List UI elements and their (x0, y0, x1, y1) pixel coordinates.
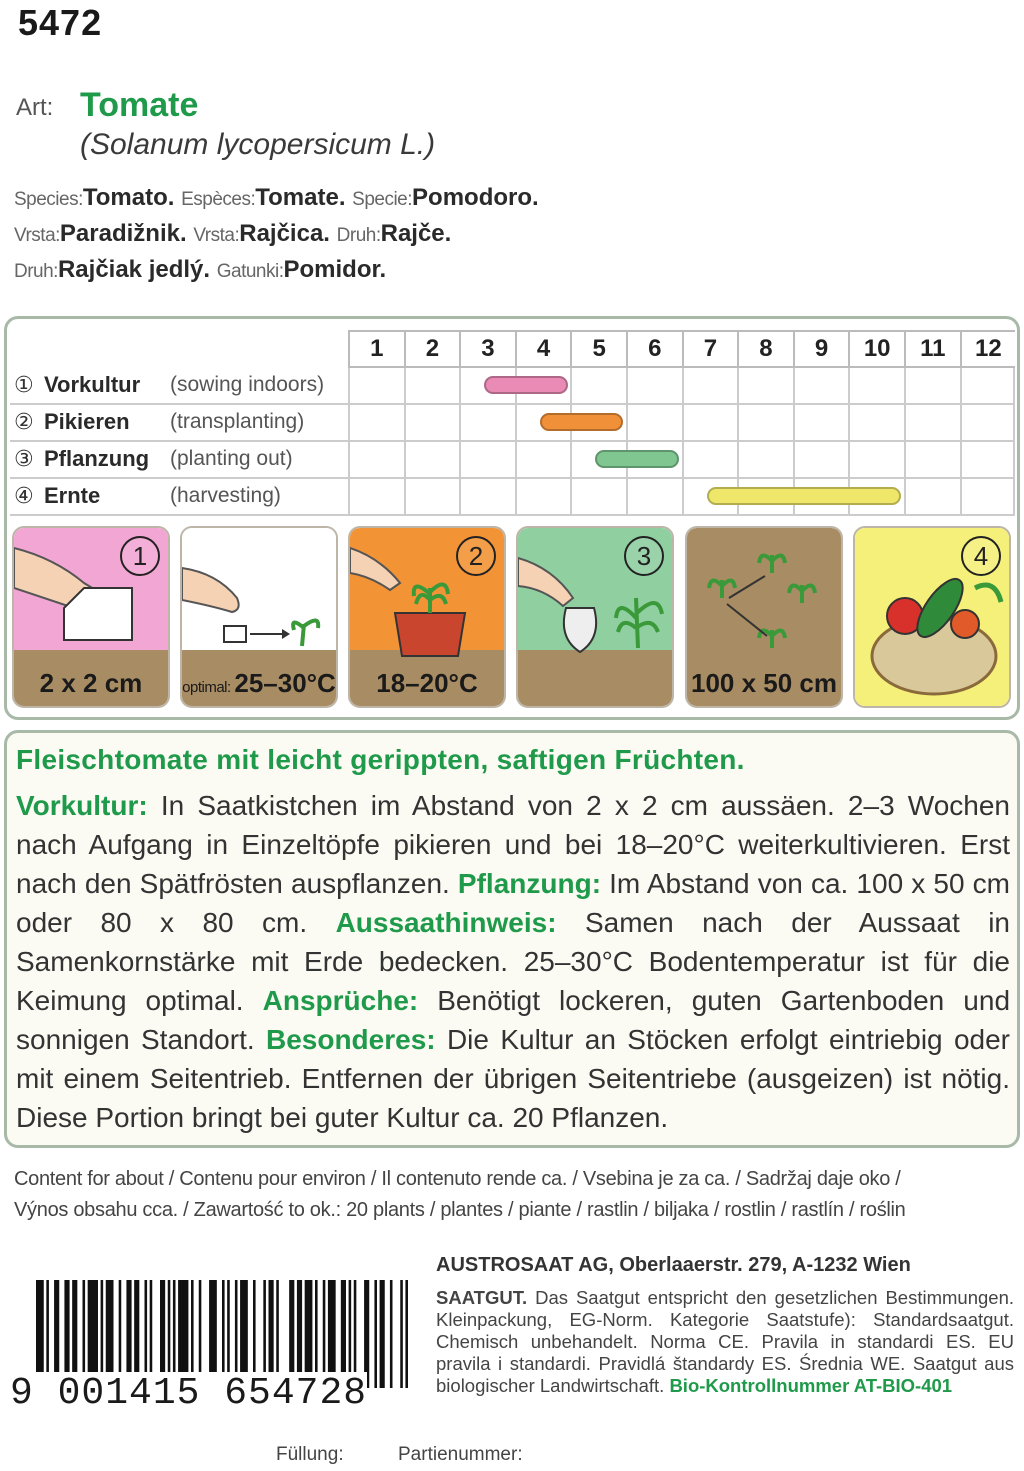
calendar-cell (348, 368, 404, 405)
species-line-3: Druh:Rajčiak jedlý. Gatunki:Pomidor. (14, 256, 387, 283)
calendar-bar-ernte (707, 487, 902, 505)
barcode-bar (390, 1280, 393, 1388)
calendar-row-de: Pflanzung (44, 446, 150, 471)
calendar-cell (904, 405, 960, 442)
tile-caption (182, 668, 336, 699)
calendar-cell (682, 405, 738, 442)
barcode-bar (374, 1280, 377, 1388)
calendar-cell (904, 479, 960, 516)
company-address: AUSTROSAAT AG, Oberlaaerstr. 279, A-1232 Wien (436, 1254, 911, 1276)
calendar-cell (960, 368, 1016, 405)
calendar-cell (404, 479, 460, 516)
calendar-month-header (348, 330, 1015, 368)
calendar-row-en: (transplanting) (170, 410, 305, 433)
tile-caption-text: 25–30°C (234, 668, 336, 698)
tile-step-5 (685, 526, 843, 708)
step-badge: 3 (624, 536, 664, 576)
calendar-cell (960, 479, 1016, 516)
calendar-row-num: ① (14, 372, 34, 397)
fuellung-label: Füllung: (276, 1444, 344, 1465)
legal-text: SAATGUT. Das Saatgut entspricht den gesetzlichen Bestimmungen. Kleinpackung, EG-Norm. Kategorie Saatstufe): Standardsaatgut. Chemisch unbehandelt. Norma CE. Pravila in standardi ES. EU pravila i standardi. Pravidlá štandardy ES. Średnia WE. Saatgut aus biologischer Landwirtschaft. Bio-Kontrollnummer AT-BIO-401 (436, 1287, 1014, 1396)
tile-step-6 (853, 526, 1011, 708)
calendar-cell (570, 479, 626, 516)
calendar-cell (793, 405, 849, 442)
calendar-month-4: 4 (515, 332, 571, 366)
calendar-cell (348, 479, 404, 516)
calendar-cell (404, 442, 460, 479)
calendar-row-num: ③ (14, 446, 34, 471)
calendar-cell (515, 479, 571, 516)
calendar-bar-vorkultur (484, 376, 567, 394)
calendar-bar-pflanzung (595, 450, 678, 468)
content-line-2: Výnos obsahu cca. / Zawartość to ok.: 20 plants / plantes / piante / rastlin / biljaka / rostlin / rastlín / roślin (14, 1199, 906, 1221)
calendar-row-de: Pikieren (44, 409, 130, 434)
calendar-cell (459, 405, 515, 442)
tile-caption-text: 18–20°C (376, 668, 478, 698)
tile-step-2 (180, 526, 338, 708)
calendar-cell (960, 405, 1016, 442)
calendar-cell (793, 368, 849, 405)
tile-step-4 (516, 526, 674, 708)
calendar-month-7: 7 (682, 332, 738, 366)
tile-caption-text: 100 x 50 cm (690, 668, 837, 698)
tile-caption-text: 2 x 2 cm (39, 668, 143, 698)
calendar-month-8: 8 (737, 332, 793, 366)
calendar-cell (626, 479, 682, 516)
calendar-row-num: ② (14, 409, 34, 434)
calendar-cell (404, 368, 460, 405)
calendar-row-divider (10, 514, 348, 516)
calendar-cell (570, 368, 626, 405)
variety-headline: Fleischtomate mit leicht gerippten, saftigen Früchten. (16, 744, 745, 775)
calendar-cell (348, 442, 404, 479)
calendar-row-de: Ernte (44, 483, 101, 508)
calendar-cell (515, 442, 571, 479)
calendar-cell (626, 405, 682, 442)
calendar-month-12: 12 (960, 332, 1016, 366)
calendar-month-6: 6 (626, 332, 682, 366)
tile-caption (14, 668, 168, 699)
barcode-number: 9 001415 654728 (10, 1372, 368, 1415)
barcode-bar (400, 1280, 403, 1388)
calendar-month-5: 5 (570, 332, 626, 366)
art-name: Tomate (80, 86, 199, 124)
calendar-row-en: (planting out) (170, 447, 293, 470)
barcode-bar (405, 1280, 408, 1388)
calendar-cell (904, 442, 960, 479)
calendar-cell (737, 442, 793, 479)
calendar-cell (626, 368, 682, 405)
calendar-month-11: 11 (904, 332, 960, 366)
step-badge: 1 (120, 536, 160, 576)
cultivation-instructions: Vorkultur: In Saatkistchen im Abstand von 2 x 2 cm aussäen. 2–3 Wochen nach Aufgang in Einzeltöpfe pikieren und bei 18–20°C weiterkultivieren. Erst nach den Spätfrösten auspflanzen. Pflanzung: Im Abstand von ca. 100 x 50 cm oder 80 x 80 cm. Aussaathinweis: Samen nach der Aussaat in Samenkornstärke mit Erde bedecken. 25–30°C Bodentemperatur ist für die Keimung optimal. Ansprüche: Benötigt lockeren, guten Gartenboden und sonnigen Standort. Besonderes: Die Kultur an Stöcken erfolgt eintriebig oder mit einem Seitentrieb. Entfernen der übrigen Seitentriebe (ausgeizen) ist nötig. Diese Portion bringt bei guter Kultur ca. 20 Pflanzen. (16, 790, 1011, 1133)
calendar-cell (459, 442, 515, 479)
calendar-month-9: 9 (793, 332, 849, 366)
product-code: 5472 (18, 2, 103, 43)
species-line-2: Vrsta:Paradižnik. Vrsta:Rajčica. Druh:Rajče. (14, 220, 452, 247)
calendar-cell (404, 405, 460, 442)
calendar-cell (348, 405, 404, 442)
calendar-row-de: Vorkultur (44, 372, 141, 397)
tile-caption (687, 668, 841, 699)
partienummer-label: Partienummer: (398, 1444, 523, 1465)
barcode-bar (380, 1280, 385, 1388)
step-badge: 2 (456, 536, 496, 576)
calendar-month-10: 10 (848, 332, 904, 366)
calendar-cell (848, 442, 904, 479)
content-line-1: Content for about / Contenu pour environ / Il contenuto rende ca. / Vsebina je za ca. / Sadržaj daje oko / (14, 1168, 901, 1190)
tile-caption-prefix: optimal: (182, 679, 235, 696)
calendar-cell (960, 442, 1016, 479)
calendar-month-1: 1 (348, 332, 404, 366)
calendar-row-en: (harvesting) (170, 484, 281, 507)
art-label: Art: (16, 94, 54, 121)
calendar-cell (459, 479, 515, 516)
species-line-1: Species:Tomato. Espèces:Tomate. Specie:Pomodoro. (14, 184, 539, 211)
tile-caption (350, 668, 504, 699)
calendar-cell (682, 368, 738, 405)
tile-step-3 (348, 526, 506, 708)
calendar-month-3: 3 (459, 332, 515, 366)
calendar-cell (682, 442, 738, 479)
calendar-cell (904, 368, 960, 405)
calendar-cell (848, 368, 904, 405)
art-latin-name: (Solanum lycopersicum L.) (80, 128, 436, 161)
step-badge: 4 (961, 536, 1001, 576)
calendar-month-2: 2 (404, 332, 460, 366)
tile-step-1 (12, 526, 170, 708)
calendar-cell (737, 368, 793, 405)
calendar-row-en: (sowing indoors) (170, 373, 325, 396)
calendar-cell (848, 405, 904, 442)
calendar-bar-pikieren (540, 413, 623, 431)
calendar-row-num: ④ (14, 483, 34, 508)
calendar-cell (793, 442, 849, 479)
calendar-cell (737, 405, 793, 442)
